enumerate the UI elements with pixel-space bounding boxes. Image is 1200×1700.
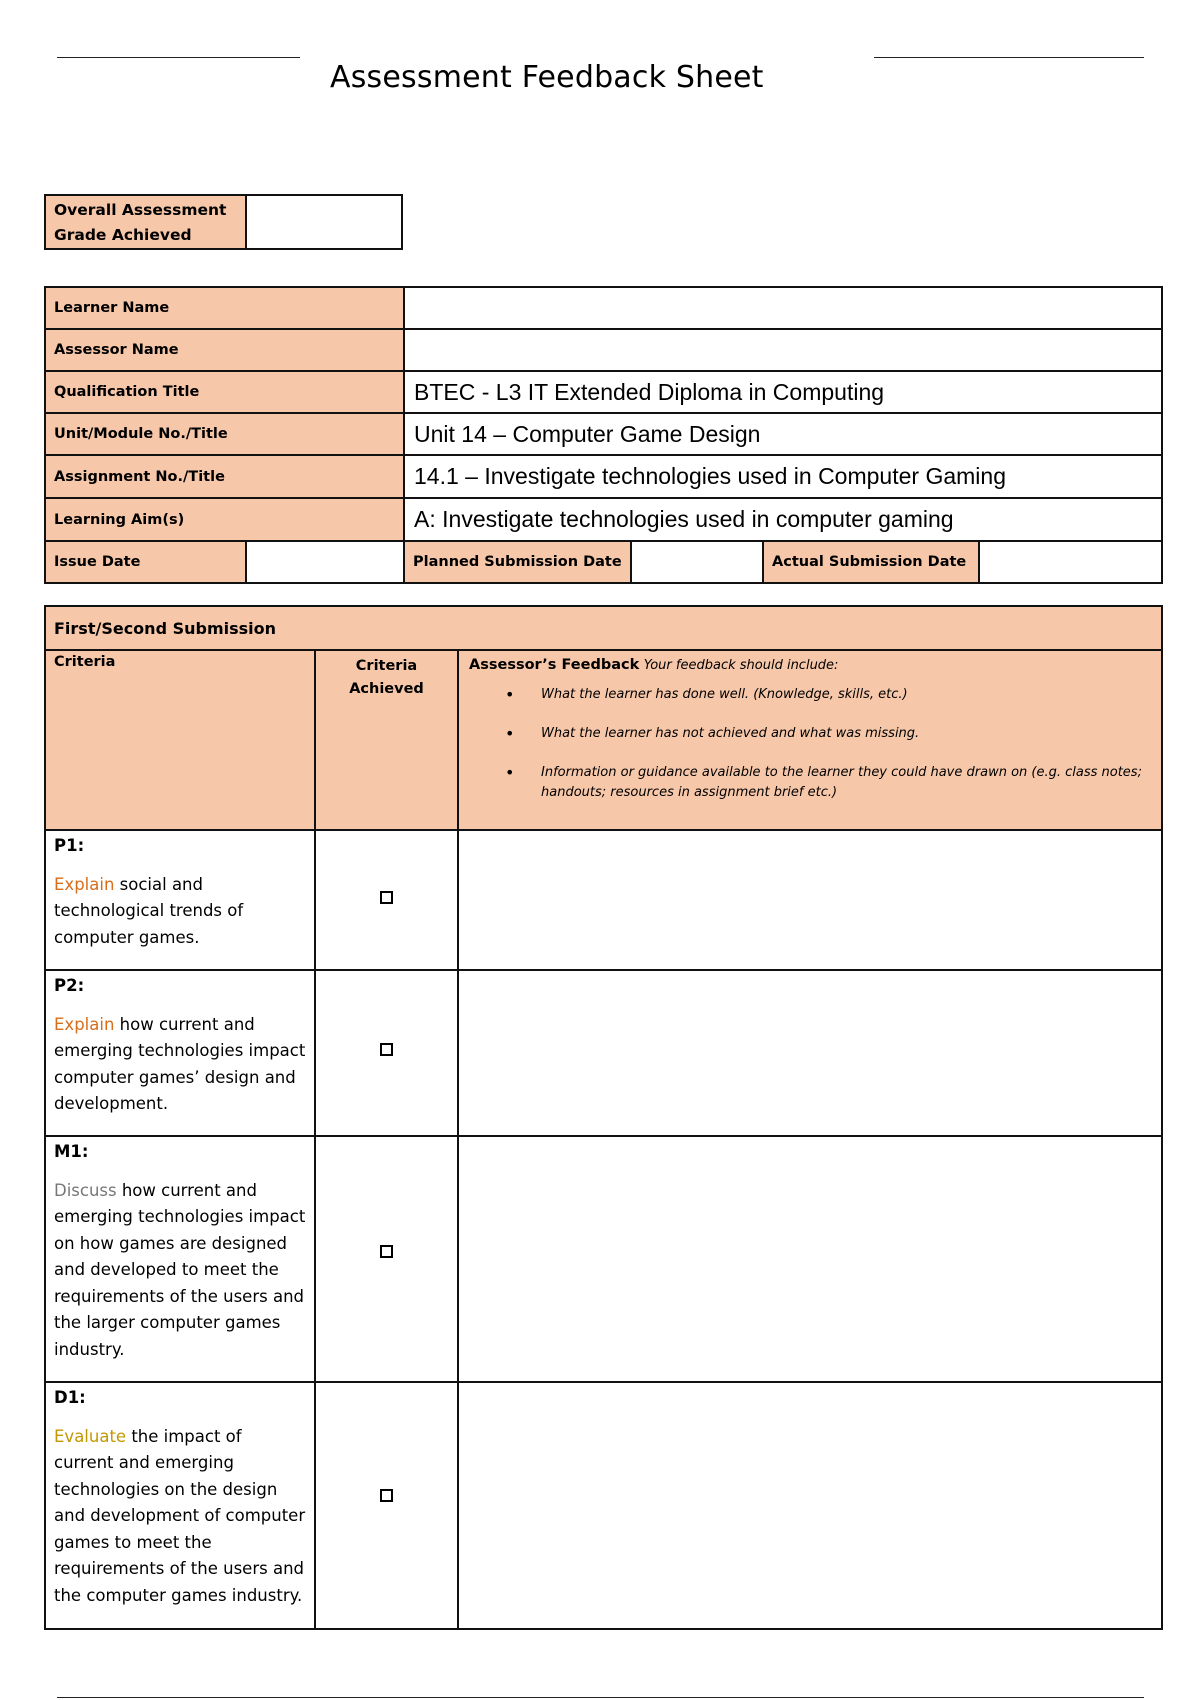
criteria-row [45, 970, 1162, 1136]
criteria-row [45, 1382, 1162, 1629]
criteria-achieved-checkbox[interactable] [380, 891, 393, 904]
actual-submission-label: Actual Submission Date [763, 541, 979, 583]
criteria-description [45, 830, 315, 970]
criteria-achieved-cell [315, 1136, 458, 1382]
assessor-feedback-cell[interactable] [458, 970, 1162, 1136]
criteria-text: the impact of current and emerging technologies on the design and development of computer games to meet the requirements of the users and the computer games industry. [54, 1426, 306, 1605]
learner-name-label: Learner Name [45, 287, 404, 329]
assessor-feedback-column-header: Assessor’s Feedback Your feedback should include: • What the learner has done well. (Knowledge, skills, etc.) • What the learner has not achieved and what was missing. • Information or guidance available to the learner they could have drawn on (e.g. class notes; handouts; resources in assignment brief etc.) [458, 650, 1162, 830]
top-right-rule [874, 57, 1144, 58]
criteria-code: P1: [54, 836, 85, 855]
criteria-achieved-column-header: Criteria Achieved [315, 650, 458, 830]
learner-info-table [44, 286, 1163, 584]
criteria-command-verb: Explain [54, 874, 115, 894]
feedback-guidance-item: • What the learner has done well. (Knowledge, skills, etc.) [505, 685, 908, 704]
criteria-table [44, 605, 1163, 1630]
criteria-command-verb: Explain [54, 1014, 115, 1034]
criteria-achieved-checkbox[interactable] [380, 1489, 393, 1502]
criteria-column-header: Criteria [45, 650, 315, 830]
overall-grade-table [44, 194, 403, 250]
criteria-row [45, 830, 1162, 970]
unit-label: Unit/Module No./Title [45, 413, 404, 455]
feedback-guidance-item: • Information or guidance available to the learner they could have drawn on (e.g. class notes; handouts; resources in assignment brief etc.) [505, 763, 1142, 800]
overall-grade-value[interactable] [246, 195, 402, 249]
criteria-description [45, 1136, 315, 1382]
bullet-icon: • [505, 685, 515, 704]
overall-grade-label: Overall Assessment Grade Achieved [45, 195, 246, 249]
feedback-guidance-item: • What the learner has not achieved and what was missing. [505, 724, 920, 743]
criteria-achieved-cell [315, 830, 458, 970]
assignment-value[interactable]: 14.1 – Investigate technologies used in Computer Gaming [404, 455, 1162, 498]
criteria-code: P2: [54, 976, 85, 995]
actual-submission-value[interactable] [979, 541, 1162, 583]
criteria-achieved-cell [315, 1382, 458, 1629]
planned-submission-label: Planned Submission Date [404, 541, 631, 583]
unit-value[interactable]: Unit 14 – Computer Game Design [404, 413, 1162, 455]
learning-aims-value[interactable]: A: Investigate technologies used in computer gaming [404, 498, 1162, 541]
assessor-name-value[interactable] [404, 329, 1162, 371]
criteria-code: M1: [54, 1142, 89, 1161]
qualification-value[interactable]: BTEC - L3 IT Extended Diploma in Computing [404, 371, 1162, 413]
assessor-feedback-cell[interactable] [458, 830, 1162, 970]
criteria-text: how current and emerging technologies impact on how games are designed and developed to meet the requirements of the users and the larger computer games industry. [54, 1180, 306, 1359]
bottom-rule [57, 1697, 1144, 1698]
planned-submission-value[interactable] [631, 541, 763, 583]
criteria-achieved-checkbox[interactable] [380, 1043, 393, 1056]
assessor-name-label: Assessor Name [45, 329, 404, 371]
bullet-icon: • [505, 763, 515, 782]
issue-date-value[interactable] [246, 541, 404, 583]
criteria-achieved-checkbox[interactable] [380, 1245, 393, 1258]
top-left-rule [57, 57, 300, 58]
learning-aims-label: Learning Aim(s) [45, 498, 404, 541]
feedback-guidance-list [469, 685, 1151, 803]
assessor-feedback-cell[interactable] [458, 1382, 1162, 1629]
page-title: Assessment Feedback Sheet [330, 60, 764, 95]
submission-heading: First/Second Submission [45, 606, 1162, 650]
assessor-feedback-cell[interactable] [458, 1136, 1162, 1382]
criteria-description [45, 970, 315, 1136]
issue-date-label: Issue Date [45, 541, 246, 583]
assignment-label: Assignment No./Title [45, 455, 404, 498]
criteria-row [45, 1136, 1162, 1382]
criteria-command-verb: Evaluate [54, 1426, 127, 1446]
criteria-description [45, 1382, 315, 1629]
criteria-text: how current and emerging technologies impact computer games’ design and development. [54, 1014, 306, 1113]
criteria-code: D1: [54, 1388, 86, 1407]
qualification-label: Qualification Title [45, 371, 404, 413]
criteria-text: social and technological trends of computer games. [54, 874, 244, 947]
criteria-achieved-cell [315, 970, 458, 1136]
learner-name-value[interactable] [404, 287, 1162, 329]
bullet-icon: • [505, 724, 515, 743]
criteria-command-verb: Discuss [54, 1180, 117, 1200]
